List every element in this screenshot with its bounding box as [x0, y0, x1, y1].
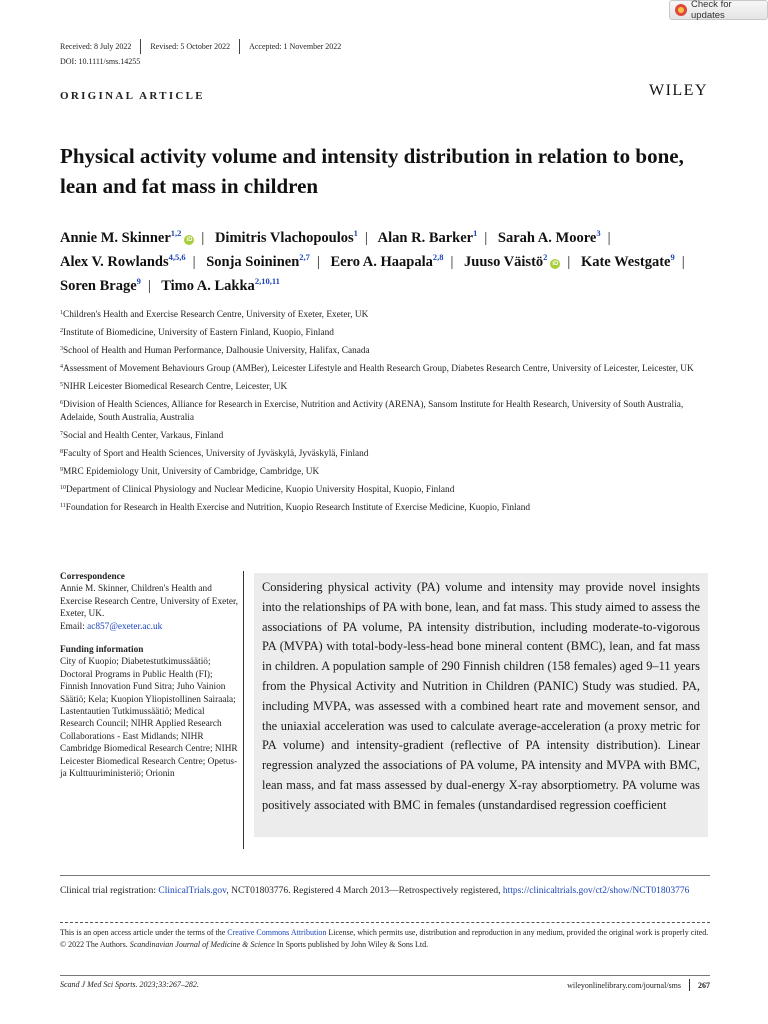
author-name[interactable]: Sarah A. Moore$^3$	[497, 228, 601, 246]
affiliation-ref[interactable]: 4,5,6	[168, 252, 186, 262]
check-for-updates-label: Check for updates	[691, 0, 732, 21]
doi[interactable]: DOI: 10.1111/sms.14255	[60, 57, 141, 66]
divider	[60, 975, 710, 976]
affiliation: $^7$Social and Health Center, Varkaus, Finland	[60, 431, 224, 441]
affiliation-ref[interactable]: 9	[670, 252, 675, 262]
trial-url-link[interactable]: https://clinicaltrials.gov/ct2/show/NCT01803776	[502, 886, 690, 896]
funding-text: City of Kuopio; Diabetestutkimussäätiö; Doctoral Programs in Public Health (FI); Finnish Innovation Fund Sitra; Juho Vainion Säätiö; Kela; Kuopion Yliopistollinen Sairaala; Lastentautien Tutkimussäätiö; Medical Research Council; NIHR Applied Research Collaborations - East Midlands; NIHR Cambridge Biomedical Research Centre; NIHR Leicester Biomedical Research Centre; Opetus- ja Kulttuuriministeriö; Orionin	[60, 657, 238, 780]
affiliation: $^3$School of Health and Human Performance, Dalhousie University, Halifax, Canada	[60, 346, 370, 356]
affiliation-ref[interactable]: 9	[136, 276, 141, 286]
author-separator: |	[484, 230, 488, 246]
affiliation-ref[interactable]: 3	[596, 228, 601, 238]
author-separator: |	[450, 254, 454, 270]
article-type: ORIGINAL ARTICLE	[60, 90, 205, 102]
affiliation-ref[interactable]: 2,8	[432, 252, 444, 262]
affiliation: $^8$Faculty of Sport and Health Sciences, University of Jyväskylä, Jyväskylä, Finland	[60, 449, 369, 459]
affiliation-number: 9	[60, 467, 63, 473]
email-link[interactable]: ac857@exeter.ac.uk	[87, 621, 163, 632]
received-date: Received: 8 July 2022	[60, 42, 132, 51]
affiliation-ref[interactable]: 1	[353, 228, 358, 238]
affiliation-number: 5	[60, 382, 63, 388]
affiliation-number: 1	[60, 310, 63, 316]
affiliation-ref[interactable]: 1	[473, 228, 478, 238]
author-list	[60, 226, 710, 298]
copyright-post: In Sports published by John Wiley & Sons Ltd.	[274, 940, 429, 949]
correspondence-text: Annie M. Skinner, Children's Health and Exercise Research Centre, University of Exeter, Exeter, UK.	[60, 584, 239, 620]
author-name[interactable]: Soren Brage$^9$	[60, 276, 141, 294]
article-title: Physical activity volume and intensity distribution in relation to bone, lean and fat mass in children	[60, 144, 684, 198]
author-separator: |	[681, 254, 685, 270]
correspondence-block	[60, 571, 238, 633]
affiliation-list	[60, 309, 720, 520]
affiliation: $^9$MRC Epidemiology Unit, University of Cambridge, Cambridge, UK	[60, 467, 320, 477]
publisher-logo: WILEY	[648, 82, 708, 99]
funding-block	[60, 644, 238, 780]
article-sidebar	[60, 571, 238, 792]
column-divider	[243, 571, 244, 849]
orcid-icon[interactable]: iD	[186, 237, 193, 243]
accepted-date: Accepted: 1 November 2022	[249, 42, 342, 51]
author-name[interactable]: Annie M. Skinner$^{1,2}$iD	[60, 228, 193, 246]
license-pre: This is an open access article under the terms of the	[60, 928, 228, 937]
author-separator: |	[147, 278, 151, 294]
footer-right	[567, 979, 710, 991]
divider	[60, 875, 710, 876]
affiliation: $^2$Institute of Biomedicine, University of Eastern Finland, Kuopio, Finland	[60, 328, 334, 338]
affiliation: $^5$NIHR Leicester Biomedical Research Centre, Leicester, UK	[60, 382, 288, 392]
correspondence-heading: Correspondence	[60, 572, 125, 582]
affiliation: $^1$Children's Health and Exercise Research Centre, University of Exeter, Exeter, UK	[60, 310, 369, 320]
trial-registration	[60, 885, 710, 898]
cc-license-link[interactable]: Creative Commons Attribution	[227, 928, 327, 937]
affiliation-number: 8	[60, 449, 63, 455]
crossmark-icon	[675, 4, 687, 16]
affiliation-ref[interactable]: 2	[543, 252, 548, 262]
affiliation-number: 6	[60, 400, 63, 406]
author-name[interactable]: Alan R. Barker$^1$	[377, 228, 478, 246]
trial-prefix: Clinical trial registration:	[60, 886, 159, 896]
author-separator: |	[316, 254, 320, 270]
affiliation-ref[interactable]: 2,7	[299, 252, 310, 262]
license-post: License, which permits use, distribution and reproduction in any medium, provided the original work is properly cited.	[326, 928, 709, 937]
affiliation-number: 3	[60, 346, 63, 352]
author-separator: |	[201, 230, 205, 246]
affiliation-number: 4	[60, 364, 63, 370]
journal-site-link[interactable]: wileyonlinelibrary.com/journal/sms	[567, 980, 681, 990]
orcid-icon[interactable]: iD	[552, 261, 559, 267]
divider	[60, 922, 710, 923]
trial-middle: , NCT01803776. Registered 4 March 2013—Retrospectively registered,	[226, 886, 503, 896]
affiliation: $^6$Division of Health Sciences, Alliance for Research in Exercise, Nutrition and Activity (ARENA), Sansom Institute for Health Research, University of South Australia, Adelaide, South Australia, Australia	[60, 400, 684, 423]
affiliation-number: 7	[60, 431, 63, 437]
registry-link[interactable]: ClinicalTrials.gov	[158, 886, 227, 896]
citation: Scand J Med Sci Sports. 2023;33:267–282.	[60, 980, 199, 989]
author-name[interactable]: Eero A. Haapala$^{2,8}$	[330, 252, 444, 270]
author-name[interactable]: Sonja Soininen$^{2,7}$	[206, 252, 310, 270]
author-name[interactable]: Dimitris Vlachopoulos$^1$	[214, 228, 358, 246]
history-dates	[60, 39, 350, 54]
author-separator: |	[192, 254, 196, 270]
affiliation-number: 2	[60, 328, 63, 334]
affiliation-number: 11	[60, 503, 66, 509]
author-separator: |	[607, 230, 611, 246]
author-separator: |	[567, 254, 571, 270]
author-name[interactable]: Timo A. Lakka$^{2,10,11}$	[161, 276, 280, 294]
author-name[interactable]: Juuso Väistö$^2$iD	[464, 252, 559, 270]
author-name[interactable]: Alex V. Rowlands$^{4,5,6}$	[60, 252, 186, 270]
copyright-pre: © 2022 The Authors.	[60, 940, 130, 949]
funding-heading: Funding information	[60, 645, 144, 656]
author-name[interactable]: Kate Westgate$^9$	[580, 252, 675, 270]
page-number: 267	[698, 980, 710, 990]
author-separator: |	[364, 230, 368, 246]
check-for-updates-button[interactable]	[669, 0, 768, 20]
affiliation-ref[interactable]: 1,2	[170, 228, 182, 238]
affiliation-ref[interactable]: 2,10,11	[254, 276, 280, 286]
license-notice	[60, 927, 710, 951]
affiliation: $^{11}$Foundation for Research in Health Exercise and Nutrition, Kuopio Research Institute of Exercise Medicine, Kuopio, Finland	[60, 503, 530, 513]
affiliation-number: 10	[60, 485, 66, 491]
revised-date: Revised: 5 October 2022	[150, 42, 231, 51]
journal-name: Scandinavian Journal of Medicine & Science	[129, 940, 275, 949]
email-label: Email:	[60, 621, 88, 632]
affiliation: $^4$Assessment of Movement Behaviours Group (AMBer), Leicester Lifestyle and Health Research Group, Diabetes Research Centre, University of Leicester, Leicester, UK	[60, 364, 694, 374]
affiliation: $^{10}$Department of Clinical Physiology and Nuclear Medicine, Kuopio University Hospital, Kuopio, Finland	[60, 485, 455, 495]
abstract: Considering physical activity (PA) volume and intensity may provide novel insights into the relationships of PA with bone, lean, and fat mass. This study aimed to assess the associations of PA volume, PA intensity distribution, including moderate-to-vigorous PA (MVPA) with total-body-less-head bone mineral content (BMC), lean, and fat mass in children. A population sample of 290 Finnish children (158 females) aged 9–11 years from the Physical Activity and Nutrition in Children (PANIC) Study was studied. PA, including MVPA, was assessed with a combined heart rate and movement sensor, and the uniaxial acceleration was used to calculate average-acceleration (a proxy metric for PA volume) and intensity-gradient (reflective of PA intensity distribution). Linear regression analyzed the associations of PA volume, PA intensity and MVPA with BMC, lean mass, and fat mass assessed by dual-energy X-ray absorptiometry. PA volume was positively associated with BMC in females (unstandardised regression coefficient	[254, 573, 708, 837]
divider	[689, 979, 690, 991]
